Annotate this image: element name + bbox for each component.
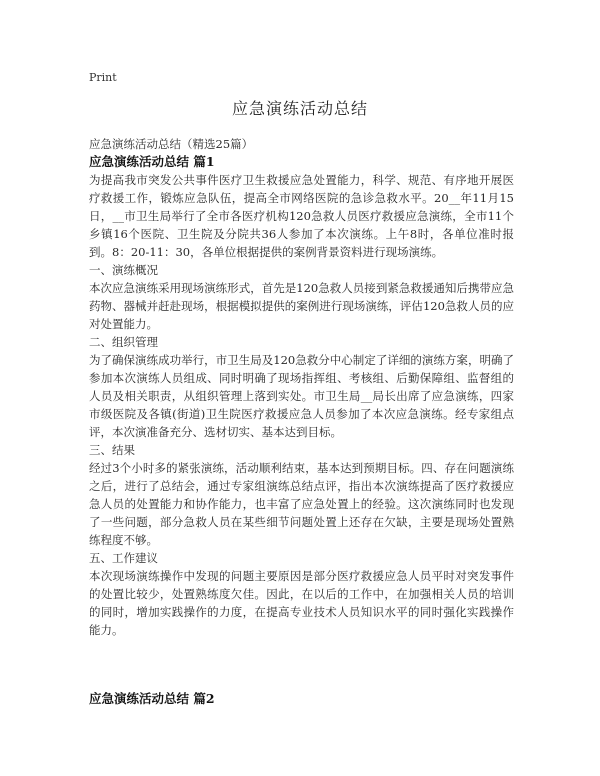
suggestions-paragraph: 本次现场演练操作中发现的问题主要原因是部分医疗救援应急人员平时对突发事件的处置比较少，处置熟练度欠佳。因此，在以后的工作中，在加强相关人员的培训的同时，增加实践操作的力度，在提高专业技术人员知识水平的同时强化实践操作能力。 bbox=[89, 569, 514, 637]
article-heading-2: 应急演练活动总结 篇2 bbox=[89, 691, 215, 706]
organization-paragraph: 为了确保演练成功举行，市卫生局及120急救分中心制定了详细的演练方案，明确了参加本次演练人员组成、同时明确了现场指挥组、考核组、后勤保障组、监督组的人员及相关职责，从组织管理上落到实处。市卫生局__局长出席了应急演练，四家市级医院及各镇(街道)卫生院医疗救援应急人员参加了本次应急演练。经专家组点评，本次演准备充分、选材切实、基本达到目标。 bbox=[89, 353, 514, 439]
document-body bbox=[89, 135, 514, 639]
overview-paragraph: 本次应急演练采用现场演练形式，首先是120急救人员接到紧急救援通知后携带应急药物、器械并赶赴现场，根据模拟提供的案例进行现场演练，评估120急救人员的应对处置能力。 bbox=[89, 281, 514, 331]
document-title: 应急演练活动总结 bbox=[231, 99, 368, 118]
results-paragraph: 经过3个小时多的紧张演练，活动顺利结束，基本达到预期目标。四、存在问题演练之后，进行了总结会，通过专家组演练总结点评，指出本次演练提高了医疗救援应急人员的处置能力和协作能力，也丰富了应急处置上的经验。这次演练同时也发现了一些问题，部分急救人员在某些细节问题处置上还存在欠缺，主要是现场处置熟练程度不够。 bbox=[89, 461, 514, 547]
intro-paragraph: 为提高我市突发公共事件医疗卫生救援应急处置能力，科学、规范、有序地开展医疗救援工作，锻炼应急队伍，提高全市网络医院的急诊急救水平。20__年11月15日，__市卫生局举行了全市各医疗机构120急救人员医疗救援应急演练，全市11个乡镇16个医院、卫生院及分院共36人参加了本次演练。上午8时，各单位准时报到。8：20-11：30，各单位根据提供的案例背景资料进行现场演练。 bbox=[89, 173, 514, 259]
document-subtitle: 应急演练活动总结（精选25篇） bbox=[89, 137, 254, 151]
section-heading-suggestions: 五、工作建议 bbox=[89, 551, 158, 565]
section-heading-results: 三、结果 bbox=[89, 443, 135, 457]
section-heading-overview: 一、演练概况 bbox=[89, 263, 158, 277]
article-heading: 应急演练活动总结 篇1 bbox=[89, 154, 215, 169]
section-heading-organization: 二、组织管理 bbox=[89, 335, 158, 349]
print-label[interactable]: Print bbox=[89, 71, 117, 84]
